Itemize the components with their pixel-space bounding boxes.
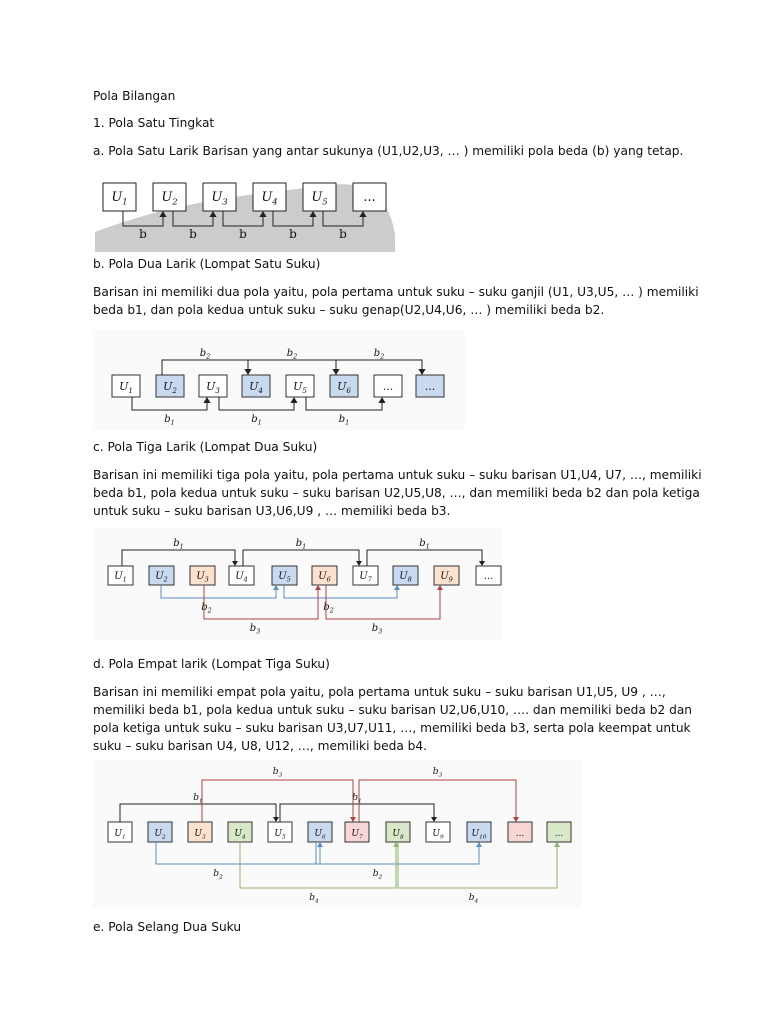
paragraph-line: memiliki beda b1, pola kedua untuk suku – suku barisan U2,U6,U10, …. dan memiliki beda b2 dan xyxy=(93,703,693,717)
diff-label: $b_1$ xyxy=(352,793,362,805)
diff-label: b xyxy=(289,227,297,241)
term-label: $U_5$ xyxy=(293,380,307,395)
term-label: ... xyxy=(515,829,525,839)
diff-label: $b_2$ xyxy=(323,602,334,615)
diff-label: b xyxy=(139,227,147,241)
paragraph-line: pola ketiga untuk suku – suku barisan U3,U7,U11, …, memiliki beda b3, serta pola keempat untuk xyxy=(93,721,691,735)
section-heading: b. Pola Dua Larik (Lompat Satu Suku) xyxy=(93,257,321,271)
term-label: $U_1$ xyxy=(114,829,126,841)
paragraph-line: Barisan ini memiliki dua pola yaitu, pola pertama untuk suku – suku ganjil (U1, U3,U5, … ) memiliki xyxy=(93,285,699,299)
section-heading: d. Pola Empat larik (Lompat Tiga Suku) xyxy=(93,657,330,671)
term-label: $U_8$ xyxy=(392,829,404,841)
diff-label: $b_3$ xyxy=(249,623,261,636)
term-label: $U_5$ xyxy=(278,571,291,584)
diff-label: $b_2$ xyxy=(199,348,211,361)
term-label: $U_3$ xyxy=(194,829,206,841)
diff-label: $b_2$ xyxy=(213,869,223,881)
diff-label: $b_3$ xyxy=(432,767,443,779)
term-label: $U_1$ xyxy=(114,571,127,584)
term-label: $U_3$ xyxy=(206,380,220,395)
term-label: $U_3$ xyxy=(196,571,209,584)
diff-label: $b_2$ xyxy=(201,602,212,615)
term-label: $U_4$ xyxy=(261,190,278,207)
diff-label: $b_4$ xyxy=(309,893,319,905)
diff-label: $b_2$ xyxy=(373,348,385,361)
term-label: $U_4$ xyxy=(234,829,246,841)
page-title: Pola Bilangan xyxy=(93,89,176,103)
diff-label: $b_1$ xyxy=(295,538,307,551)
term-label: $U_6$ xyxy=(318,571,331,584)
term-label: $U_5$ xyxy=(274,829,286,841)
paragraph-line: beda b1, dan pola kedua untuk suku – suku genap(U2,U4,U6, … ) memiliki beda b2. xyxy=(93,303,605,317)
diff-label: $b_3$ xyxy=(272,767,283,779)
term-label: $U_4$ xyxy=(249,380,263,395)
paragraph-line: beda b1, pola kedua untuk suku – suku barisan U2,U5,U8, …, dan memiliki beda b2 dan pola ketiga xyxy=(93,486,700,500)
term-label: $U_9$ xyxy=(432,829,444,841)
section-heading: c. Pola Tiga Larik (Lompat Dua Suku) xyxy=(93,440,318,454)
diff-label: b xyxy=(239,227,247,241)
term-label: $U_5$ xyxy=(311,190,328,207)
paragraph-line: Barisan ini memiliki empat pola yaitu, pola pertama untuk suku – suku barisan U1,U5, U9 , …, xyxy=(93,685,666,699)
term-label: $U_3$ xyxy=(211,190,228,207)
diff-label: $b_1$ xyxy=(193,793,203,805)
diff-label: $b_1$ xyxy=(338,414,350,427)
term-label: ... xyxy=(483,571,494,582)
paragraph-line: a. Pola Satu Larik Barisan yang antar sukunya (U1,U2,U3, … ) memiliki pola beda (b) yang tetap. xyxy=(93,144,684,158)
paragraph-line: suku – suku barisan U4, U8, U12, …, memiliki beda b4. xyxy=(93,739,428,753)
term-label: $U_7$ xyxy=(351,829,363,841)
term-label: $U_1$ xyxy=(111,190,128,207)
diff-label: b xyxy=(189,227,197,241)
diff-label: $b_1$ xyxy=(173,538,184,551)
paragraph-line: Barisan ini memiliki tiga pola yaitu, pola pertama untuk suku – suku barisan U1,U4, U7, …, memiliki xyxy=(93,468,702,482)
diff-label: $b_3$ xyxy=(371,623,383,636)
term-label: ... xyxy=(382,380,394,393)
term-label: ... xyxy=(554,829,564,839)
term-label: $U_6$ xyxy=(337,380,351,395)
term-label: $U_2$ xyxy=(163,380,177,395)
diff-label: $b_1$ xyxy=(251,414,262,427)
section-heading: 1. Pola Satu Tingkat xyxy=(93,116,215,130)
diff-label: $b_2$ xyxy=(372,869,383,881)
term-label: $U_9$ xyxy=(440,571,453,584)
term-label: $U_2$ xyxy=(161,190,178,207)
diff-label: b xyxy=(339,227,347,241)
term-label: $U_2$ xyxy=(155,571,168,584)
diff-label: $b_1$ xyxy=(164,414,175,427)
term-label: $U_1$ xyxy=(119,380,133,395)
diff-label: $b_1$ xyxy=(419,538,430,551)
diff-label: $b_4$ xyxy=(468,893,479,905)
diff-label: $b_2$ xyxy=(286,348,298,361)
term-label: $U_8$ xyxy=(399,571,412,584)
term-label: ... xyxy=(424,380,436,393)
term-label: $U_2$ xyxy=(154,829,166,841)
term-label: ... xyxy=(363,190,376,205)
term-label: $U_6$ xyxy=(314,829,326,841)
term-label: $U_{10}$ xyxy=(471,829,487,841)
paragraph-line: untuk suku – suku barisan U3,U6,U9 , … memiliki beda b3. xyxy=(93,504,451,518)
term-label: $U_4$ xyxy=(235,571,248,584)
term-label: $U_7$ xyxy=(359,571,372,584)
section-heading: e. Pola Selang Dua Suku xyxy=(93,920,242,934)
